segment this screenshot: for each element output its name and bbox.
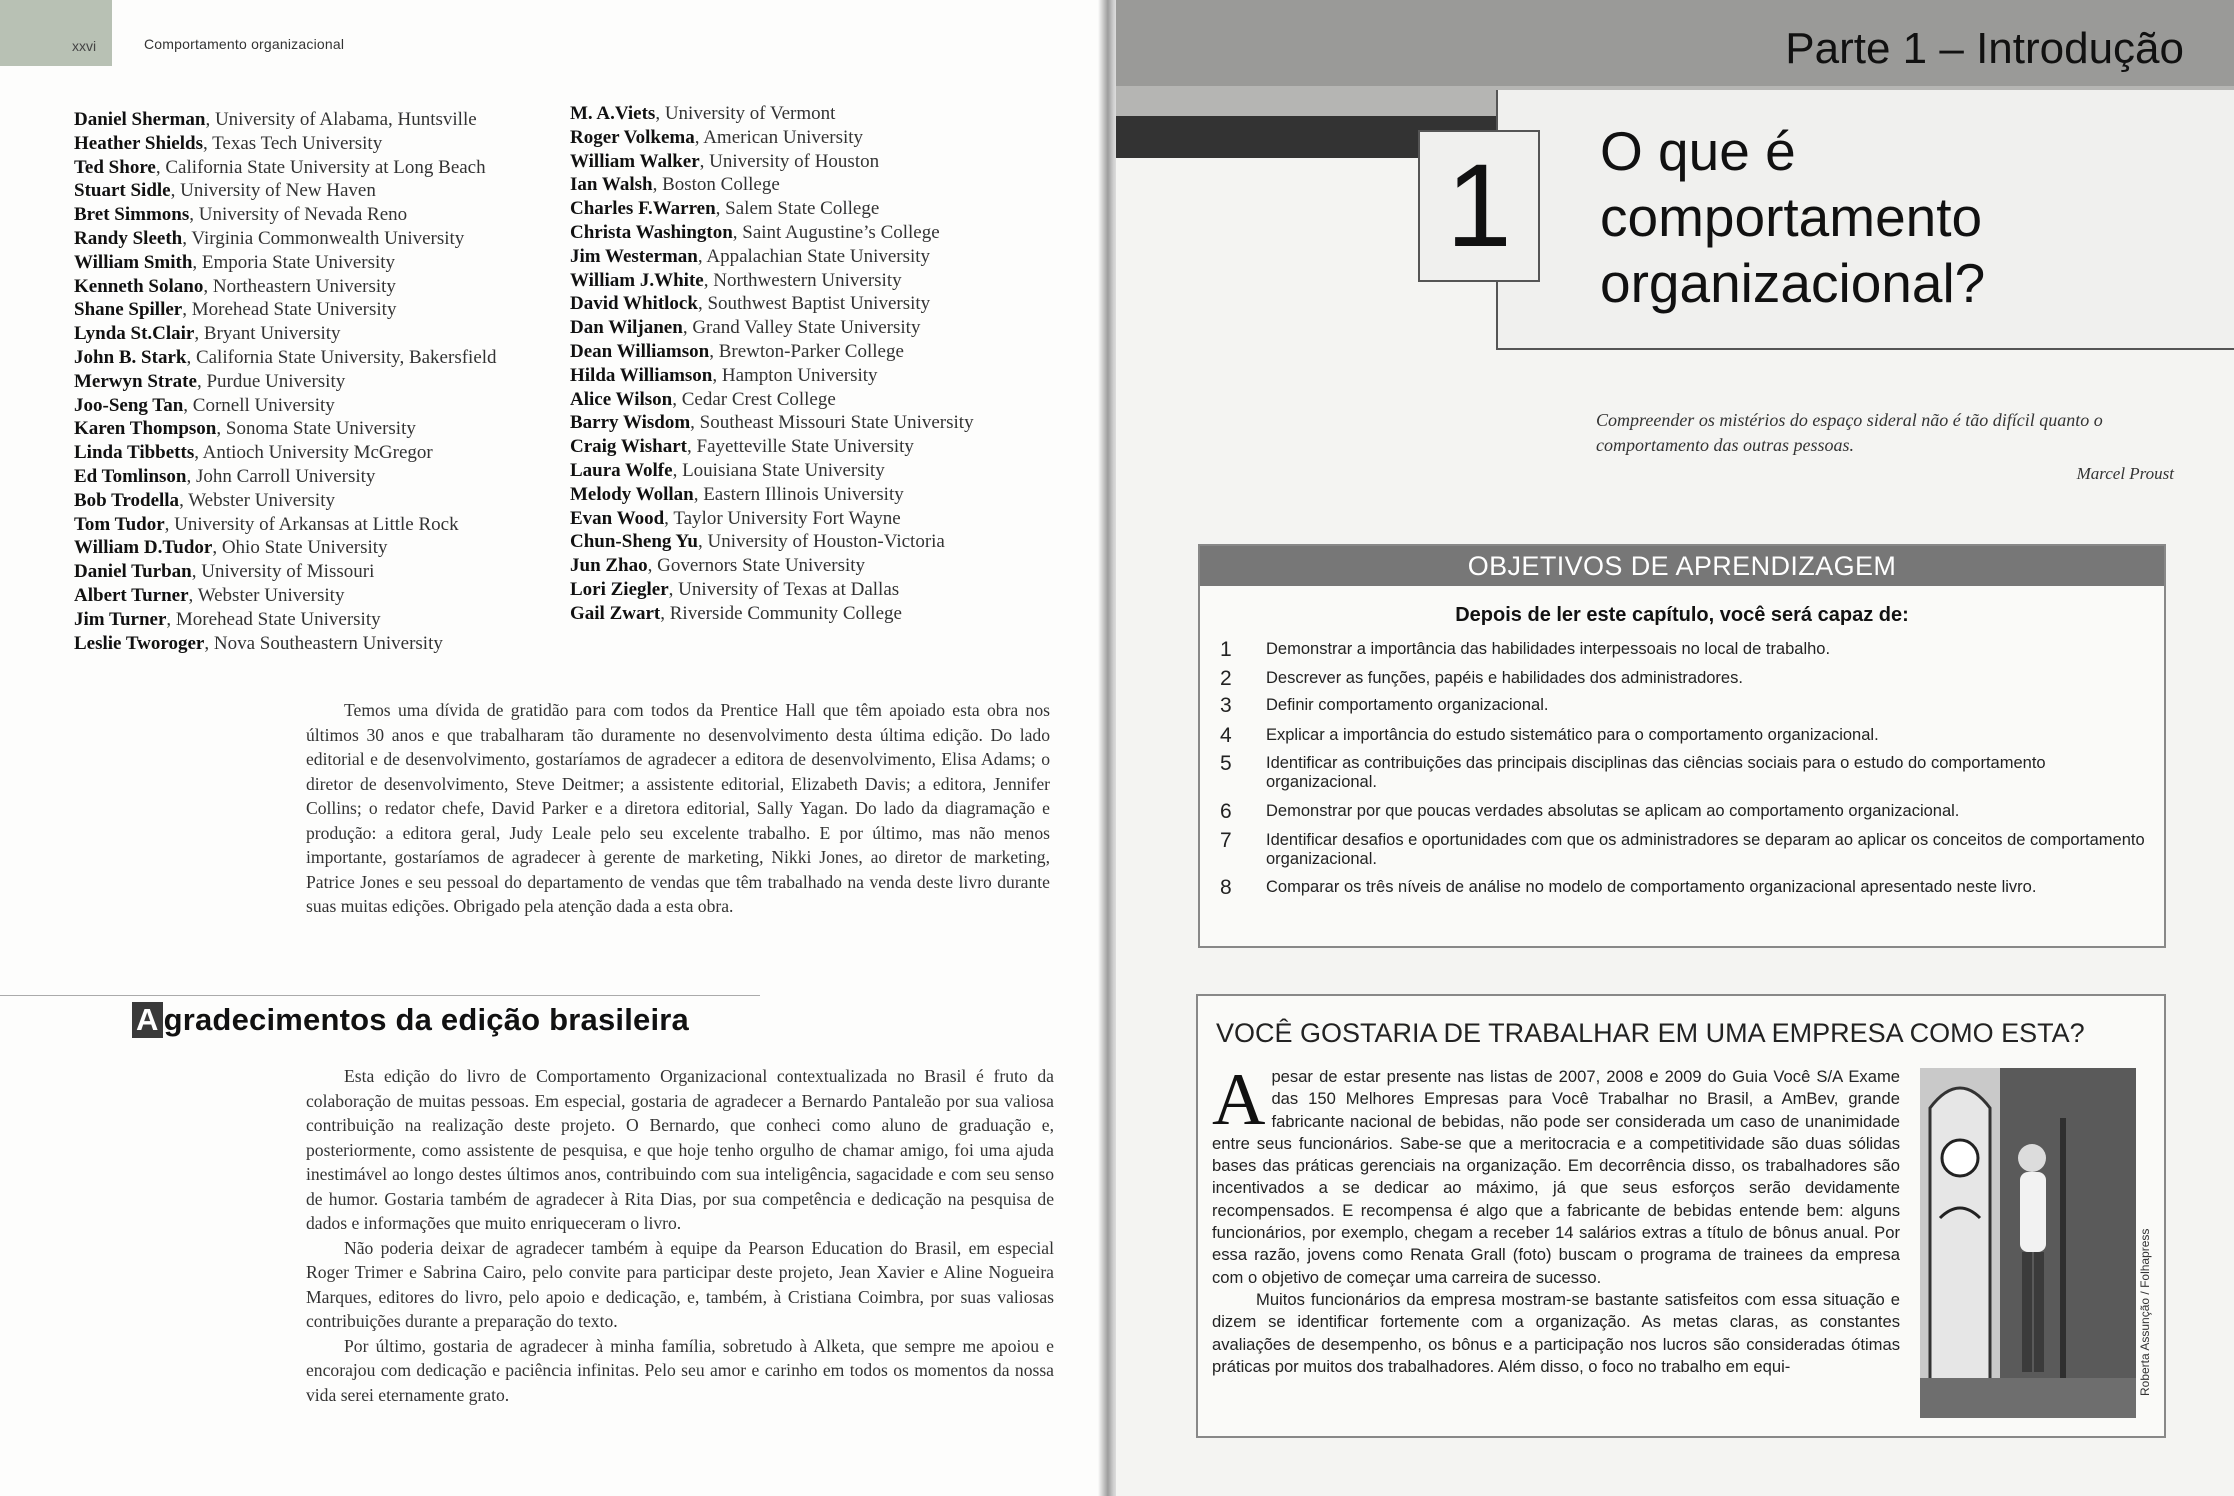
- section-divider: [0, 995, 760, 996]
- reviewer-affiliation: Louisiana State University: [682, 459, 885, 481]
- reviewer-name: William Smith: [74, 251, 193, 273]
- reviewer-affiliation: University of Nevada Reno: [198, 204, 408, 226]
- reviewer-affiliation: University of New Haven: [180, 180, 376, 202]
- objective-number: 3: [1220, 694, 1232, 717]
- reviewer-affiliation: Taylor University Fort Wayne: [673, 507, 901, 529]
- reviewer-affiliation: Sonoma State University: [225, 418, 416, 440]
- reviewer-affiliation: Appalachian State University: [706, 245, 931, 267]
- objective-text: Identificar as contribuições das principais disciplinas das ciências sociais para o estudo do comportamento organizacional.: [1266, 754, 2046, 791]
- photo-illustration: [1920, 1068, 2136, 1418]
- reviewer-affiliation: Riverside Community College: [669, 602, 902, 624]
- reviewer-affiliation: Cornell University: [192, 394, 335, 416]
- reviewer-affiliation: Northwestern University: [713, 269, 902, 291]
- reviewer-name: Ted Shore: [74, 156, 156, 178]
- reviewer-entry: Merwyn Strate, Purdue University: [74, 370, 346, 392]
- page-number: xxvi: [72, 38, 97, 54]
- case-text: [1212, 1059, 1900, 1378]
- reviewer-affiliation: University of Houston-Victoria: [707, 531, 945, 553]
- reviewer-entry: Christa Washington, Saint Augustine’s College: [570, 221, 940, 243]
- reviewer-entry: Joo-Seng Tan, Cornell University: [74, 394, 335, 416]
- reviewer-entry: Gail Zwart, Riverside Community College: [570, 602, 902, 624]
- reviewer-affiliation: Morehead State University: [175, 608, 381, 630]
- case-photo: [1920, 1068, 2136, 1418]
- objectives-subheader: Depois de ler este capítulo, você será capaz de:: [1455, 604, 1909, 626]
- reviewer-affiliation: Governors State University: [657, 555, 866, 577]
- reviewer-name: Roger Volkema: [570, 126, 695, 148]
- reviewer-name: Daniel Sherman: [74, 109, 206, 130]
- reviewer-entry: Heather Shields, Texas Tech University: [74, 132, 383, 154]
- reviewer-entry: Randy Sleeth, Virginia Commonwealth University: [74, 227, 465, 249]
- objective-text: Descrever as funções, papéis e habilidades dos administradores.: [1266, 669, 1743, 687]
- reviewer-entry: M. A.Viets, University of Vermont: [570, 103, 836, 124]
- reviewer-name: M. A.Viets: [570, 103, 656, 124]
- reviewer-name: William J.White: [570, 269, 704, 291]
- reviewer-entry: Laura Wolfe, Louisiana State University: [570, 459, 885, 481]
- objective-text: Demonstrar por que poucas verdades absolutas se aplicam ao comportamento organizacional.: [1266, 802, 1960, 820]
- reviewer-affiliation: Nova Southeastern University: [213, 632, 443, 654]
- reviewer-entry: Barry Wisdom, Southeast Missouri State University: [570, 412, 974, 434]
- reviewer-affiliation: Brewton-Parker College: [718, 340, 904, 362]
- objective-number: 5: [1220, 752, 1232, 775]
- reviewer-entry: Dean Williamson, Brewton-Parker College: [570, 340, 904, 362]
- reviewer-entry: Kenneth Solano, Northeastern University: [74, 275, 396, 297]
- reviewer-name: Merwyn Strate: [74, 370, 197, 392]
- chapter-number: 1: [1446, 140, 1512, 272]
- reviewer-affiliation: University of Alabama, Huntsville: [214, 109, 477, 130]
- objective-text: Explicar a importância do estudo sistemático para o comportamento organizacional.: [1266, 726, 1879, 744]
- reviewer-name: Dan Wiljanen: [570, 317, 683, 339]
- reviewer-name: Daniel Turban: [74, 561, 192, 583]
- reviewer-name: Ian Walsh: [570, 174, 653, 196]
- reviewer-affiliation: University of Texas at Dallas: [678, 578, 900, 600]
- reviewer-affiliation: Ohio State University: [221, 537, 388, 559]
- reviewer-entry: Ted Shore, California State University at Long Beach: [74, 156, 486, 178]
- reviewer-name: Linda Tibbetts: [74, 442, 195, 464]
- reviewer-affiliation: Bryant University: [203, 323, 341, 345]
- reviewer-name: John B. Stark: [74, 346, 187, 368]
- br-paragraph: Não poderia deixar de agradecer também à equipe da Pearson Education do Brasil, em especial Roger Trimer e Sabrina Cairo, pelo convite para participar deste projeto, Jean Xavier e Aline Nogueira Marques, editores do livro, pelo apoio e dedicação, e, também, à Cristiana Coimbra, por suas valiosas contribuições durante a preparação do texto.: [306, 1237, 1054, 1331]
- reviewer-name: Tom Tudor: [74, 513, 165, 535]
- reviewer-entry: Lori Ziegler, University of Texas at Dallas: [570, 578, 900, 600]
- reviewer-affiliation: Saint Augustine’s College: [742, 221, 940, 243]
- reviewer-name: Laura Wolfe: [570, 459, 673, 481]
- reviewer-entry: Melody Wollan, Eastern Illinois University: [570, 483, 904, 505]
- reviewer-entry: Chun-Sheng Yu, University of Houston-Victoria: [570, 531, 945, 553]
- reviewer-entry: Craig Wishart, Fayetteville State University: [570, 436, 914, 458]
- reviewer-affiliation: University of Missouri: [201, 561, 375, 583]
- reviewer-affiliation: California State University, Bakersfield: [195, 346, 497, 368]
- reviewer-affiliation: Hampton University: [721, 364, 878, 386]
- objective-number: 7: [1220, 829, 1232, 852]
- reviewer-entry: Albert Turner, Webster University: [74, 584, 345, 606]
- objective-text: Identificar desafios e oportunidades com que os administradores se deparam ao aplicar os conceitos de comportamento organizacional.: [1266, 831, 2145, 868]
- reviewer-affiliation: Eastern Illinois University: [703, 483, 904, 505]
- reviewer-affiliation: Morehead State University: [191, 299, 397, 321]
- reviewer-name: Melody Wollan: [570, 483, 694, 505]
- objective-number: 2: [1220, 667, 1232, 690]
- opening-case-box: [1196, 994, 2166, 1438]
- reviewer-entry: David Whitlock, Southwest Baptist University: [570, 293, 931, 315]
- case-paragraph: Muitos funcionários da empresa mostram-se bastante satisfeitos com essa situação e dizem se identificar fortemente com a organização. As metas claras, as constantes avaliações de desempenho, os bônus e a participação nos lucros são consideradas ótimas práticas por muitos dos trabalhadores. Além disso, o foco no trabalho em equi-: [1212, 1289, 1900, 1376]
- reviewer-entry: Jun Zhao, Governors State University: [570, 555, 866, 577]
- left-page: [0, 0, 1105, 1496]
- reviewer-affiliation: California State University at Long Beach: [165, 156, 486, 178]
- section-title-text: gradecimentos da edição brasileira: [163, 1002, 689, 1037]
- reviewer-entry: William Smith, Emporia State University: [74, 251, 396, 273]
- reviewer-entry: William J.White, Northwestern University: [570, 269, 902, 291]
- reviewer-entry: Lynda St.Clair, Bryant University: [74, 323, 341, 345]
- objective-number: 4: [1220, 724, 1232, 747]
- right-page: [1116, 0, 2234, 1496]
- section-title: [132, 1002, 689, 1038]
- reviewer-affiliation: Fayetteville State University: [696, 436, 914, 458]
- acknowledgment-paragraph: Temos uma dívida de gratidão para com todos da Prentice Hall que têm apoiado esta obra nos últimos 30 anos e que trabalharam tão duramente no desenvolvimento desta última edição. Do lado editorial e de desenvolvimento, gostaríamos de agradecer a editora de desenvolvimento, Elisa Adams; o diretor de desenvolvimento, Steve Deitmer; a assistente editorial, Elizabeth Davis; a editora, Jennifer Collins; o redator chefe, David Parker e a diretora editorial, Sally Yagan. Do lado da diagramação e produção: a editora geral, Judy Leale pelo seu excelente trabalho. E por último, mas não menos importante, gostaríamos de agradecer à gerente de marketing, Nikki Jones, ao diretor de marketing, Patrice Jones e seu pessoal do departamento de vendas que têm trabalhado na venda deste livro durante suas muitas edições. Obrigado pela atenção dada a esta obra.: [306, 700, 1050, 916]
- reviewer-affiliation: Northeastern University: [212, 275, 396, 297]
- reviewer-name: Jim Turner: [74, 608, 167, 630]
- reviewer-name: Kenneth Solano: [74, 275, 204, 297]
- reviewer-entry: Leslie Tworoger, Nova Southeastern University: [74, 632, 443, 654]
- epigraph: Compreender os mistérios do espaço sideral não é tão difícil quanto o comportamento das outras pessoas.: [1596, 410, 2103, 455]
- reviewer-affiliation: Southwest Baptist University: [707, 293, 931, 315]
- reviewer-name: Shane Spiller: [74, 299, 183, 321]
- reviewer-name: Gail Zwart: [570, 602, 661, 624]
- objective-text: Comparar os três níveis de análise no modelo de comportamento organizacional apresentado neste livro.: [1266, 878, 2037, 896]
- brazilian-acknowledgments: [306, 1064, 1054, 1407]
- reviewer-name: Bob Trodella: [74, 489, 180, 511]
- reviewer-affiliation: Purdue University: [206, 370, 346, 392]
- learning-objectives-box: [1198, 544, 2166, 948]
- reviewer-entry: Tom Tudor, University of Arkansas at Little Rock: [74, 513, 459, 535]
- reviewer-name: David Whitlock: [570, 293, 698, 315]
- reviewer-name: Craig Wishart: [570, 436, 687, 458]
- photo-credit: Roberta Assunção / Folhapress: [2138, 1228, 2152, 1396]
- reviewer-name: Evan Wood: [570, 507, 665, 529]
- reviewer-entry: Linda Tibbetts, Antioch University McGregor: [74, 442, 433, 464]
- reviewer-name: Jim Westerman: [570, 245, 698, 267]
- reviewer-entry: Dan Wiljanen, Grand Valley State University: [570, 317, 921, 339]
- reviewer-name: Stuart Sidle: [74, 180, 171, 202]
- case-title: VOCÊ GOSTARIA DE TRABALHAR EM UMA EMPRESA COMO ESTA?: [1216, 1018, 2085, 1048]
- reviewer-affiliation: Grand Valley State University: [692, 317, 921, 339]
- reviewer-name: Leslie Tworoger: [74, 632, 205, 654]
- reviewer-entry: Ian Walsh, Boston College: [570, 174, 780, 196]
- reviewer-name: Lynda St.Clair: [74, 323, 195, 345]
- reviewer-affiliation: Emporia State University: [201, 251, 396, 273]
- reviewer-name: Alice Wilson: [570, 388, 673, 410]
- reviewer-entry: Hilda Williamson, Hampton University: [570, 364, 878, 386]
- reviewer-entry: Bob Trodella, Webster University: [74, 489, 335, 511]
- running-head: Comportamento organizacional: [144, 36, 345, 52]
- reviewer-affiliation: Cedar Crest College: [681, 388, 836, 410]
- reviewer-entry: John B. Stark, California State University, Bakersfield: [74, 346, 497, 368]
- reviewer-entry: Evan Wood, Taylor University Fort Wayne: [570, 507, 901, 529]
- reviewer-entry: William Walker, University of Houston: [570, 150, 880, 172]
- reviewer-name: Albert Turner: [74, 584, 189, 606]
- reviewer-name: Heather Shields: [74, 132, 203, 154]
- reviewer-affiliation: Southeast Missouri State University: [699, 412, 974, 434]
- objectives-header: OBJETIVOS DE APRENDIZAGEM: [1200, 546, 2164, 586]
- reviewer-name: Jun Zhao: [570, 555, 648, 577]
- br-paragraph: Por último, gostaria de agradecer à minha família, sobretudo à Alketa, que sempre me apoiou e encorajou com dedicação e paciência infinitas. Pelo seu amor e carinho em todos os momentos da nossa vida serei eternamente grato.: [306, 1335, 1054, 1405]
- reviewer-entry: William D.Tudor, Ohio State University: [74, 537, 388, 559]
- reviewer-name: Christa Washington: [570, 221, 733, 243]
- reviewer-affiliation: University of Arkansas at Little Rock: [174, 513, 459, 535]
- reviewer-name: William D.Tudor: [74, 537, 213, 559]
- chapter-title-line: O que é: [1600, 120, 1796, 182]
- reviewer-affiliation: Texas Tech University: [212, 132, 383, 154]
- reviewer-name: Randy Sleeth: [74, 227, 183, 249]
- reviewers-column-2: [570, 102, 974, 626]
- reviewer-affiliation: University of Houston: [709, 150, 880, 172]
- reviewer-entry: Daniel Turban, University of Missouri: [74, 561, 375, 583]
- reviewer-name: Dean Williamson: [570, 340, 710, 362]
- case-paragraph: pesar de estar presente nas listas de 2007, 2008 e 2009 do Guia Você S/A Exame das 150 Melhores Empresas para Você Trabalhar no Brasil, a AmBev, grande fabricante nacional de bebidas, não pode ser considerada um caso de unanimidade entre seus funcionários. Sabe-se que a meritocracia e a competitividade são duas sólidas bases das práticas gerenciais na organização. Em decorrência disso, os trabalhadores são incentivados a se dedicar ao máximo, já que seus esforços serão devidamente recompensados. E recompensa é algo que a fabricante de bebidas entende bem: alguns funcionários, por exemplo, chegam a receber 14 salários extras a título de bônus anual. Por essa razão, jovens como Renata Grall (foto) buscam o programa de trainees da empresa com o objetivo de começar uma carreira de sucesso.: [1212, 1067, 1900, 1287]
- objective-number: 1: [1220, 638, 1232, 661]
- reviewer-entry: Bret Simmons, University of Nevada Reno: [74, 204, 408, 226]
- reviewer-affiliation: John Carroll University: [196, 465, 376, 487]
- chapter-title-line: comportamento: [1600, 186, 1983, 248]
- objective-number: 6: [1220, 800, 1232, 823]
- reviewer-name: Charles F.Warren: [570, 198, 716, 220]
- reviewer-name: Karen Thompson: [74, 418, 217, 440]
- reviewer-affiliation: Salem State College: [725, 198, 880, 220]
- reviewer-entry: Daniel Sherman, University of Alabama, Huntsville: [74, 109, 477, 130]
- reviewer-name: Lori Ziegler: [570, 578, 669, 600]
- page-number-tab: [0, 0, 112, 66]
- reviewer-entry: Jim Turner, Morehead State University: [74, 608, 381, 630]
- epigraph-author: Marcel Proust: [2076, 464, 2174, 483]
- reviewer-name: Barry Wisdom: [570, 412, 691, 434]
- reviewer-entry: Karen Thompson, Sonoma State University: [74, 418, 416, 440]
- reviewer-name: William Walker: [570, 150, 700, 172]
- part-title: Parte 1 – Introdução: [1785, 24, 2184, 73]
- objective-text: Definir comportamento organizacional.: [1266, 696, 1549, 714]
- reviewer-affiliation: Webster University: [188, 489, 335, 511]
- objective-text: Demonstrar a importância das habilidades interpessoais no local de trabalho.: [1266, 640, 1831, 658]
- reviewer-name: Ed Tomlinson: [74, 465, 187, 487]
- chapter-title: [1600, 118, 2200, 316]
- reviewers-column-1: [74, 108, 497, 655]
- reviewer-name: Joo-Seng Tan: [74, 394, 184, 416]
- objective-number: 8: [1220, 876, 1232, 899]
- reviewer-entry: Roger Volkema, American University: [570, 126, 864, 148]
- reviewer-affiliation: American University: [703, 126, 864, 148]
- reviewer-name: Hilda Williamson: [570, 364, 713, 386]
- chapter-number-box: [1418, 130, 1540, 282]
- chapter-title-line: organizacional?: [1600, 252, 1986, 314]
- br-paragraph: Esta edição do livro de Comportamento Organizacional contextualizada no Brasil é fruto da colaboração de muitas pessoas. Em especial, gostaria de agradecer a Bernardo Pantaleão por sua valiosa contribuição na realização deste projeto. O Bernardo, que conheci como aluno de graduação e, posteriormente, como assistente de pesquisa, e que hoje tenho orgulho de chamar amigo, foi uma ajuda inestimável ao longo destes últimos anos, contribuindo com sua inteligência, sagacidade e com seu senso de humor. Gostaria também de agradecer à Rita Dias, por sua competência e dedicação na pesquisa de dados e informações que muito enriqueceram o livro.: [306, 1066, 1054, 1233]
- reviewer-affiliation: Antioch University McGregor: [202, 442, 433, 464]
- reviewer-name: Bret Simmons: [74, 204, 190, 226]
- reviewer-entry: Ed Tomlinson, John Carroll University: [74, 465, 376, 487]
- reviewer-entry: Shane Spiller, Morehead State University: [74, 299, 397, 321]
- reviewer-affiliation: Webster University: [197, 584, 345, 606]
- section-title-initial: A: [132, 1002, 163, 1038]
- reviewer-entry: Jim Westerman, Appalachian State University: [570, 245, 931, 267]
- reviewer-affiliation: Virginia Commonwealth University: [191, 227, 465, 249]
- reviewer-name: Chun-Sheng Yu: [570, 531, 698, 553]
- reviewer-entry: Charles F.Warren, Salem State College: [570, 198, 880, 220]
- reviewer-entry: Stuart Sidle, University of New Haven: [74, 180, 376, 202]
- reviewer-entry: Alice Wilson, Cedar Crest College: [570, 388, 836, 410]
- reviewer-affiliation: University of Vermont: [664, 103, 836, 124]
- drop-cap: A: [1212, 1059, 1266, 1141]
- reviewer-affiliation: Boston College: [662, 174, 780, 196]
